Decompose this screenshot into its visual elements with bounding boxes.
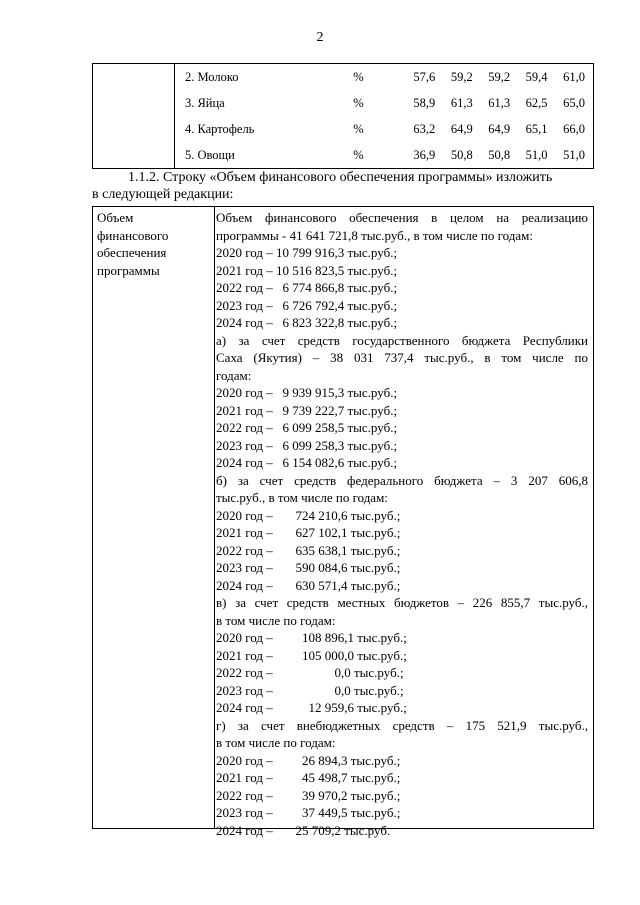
item-cell: 5. Овощи	[174, 142, 341, 169]
financing-line: 2023 год – 590 084,6 тыс.руб.;	[216, 560, 401, 575]
value-cell: 66,0	[548, 116, 594, 142]
financing-line: 2024 год – 630 571,4 тыс.руб.;	[216, 577, 401, 593]
unit-cell: %	[353, 95, 364, 110]
financing-line: 2020 год – 10 799 916,3 тыс.руб.;	[216, 245, 398, 260]
financing-line: 2022 год – 0,0 тыс.руб.;	[216, 665, 404, 680]
financing-line: 2020 год – 108 896,1 тыс.руб.;	[216, 630, 407, 645]
financing-line: 2024 год – 12 959,6 тыс.руб.;	[216, 700, 407, 715]
value-cell: 59,4	[510, 64, 547, 91]
financing-line: 2022 год – 6 099 258,5 тыс.руб.;	[216, 420, 398, 435]
financing-line: годам:	[216, 367, 252, 383]
unit-cell: %	[341, 142, 398, 169]
value-cell: 59,2	[435, 64, 472, 91]
financing-line: 2021 год – 10 516 823,5 тыс.руб.;	[216, 262, 398, 278]
financing-label-cell	[93, 207, 215, 828]
financing-line: 2024 год – 6 154 082,6 тыс.руб.;	[216, 455, 398, 470]
label-line: Объем	[97, 210, 134, 225]
unit-cell: %	[353, 121, 364, 136]
empty-cell	[93, 64, 175, 91]
financing-line: Саха (Якутия) – 38 031 737,4 тыс.руб., в том числе по	[216, 350, 588, 365]
value-cell: 59,2	[473, 64, 510, 91]
amendment-paragraph	[92, 169, 594, 203]
financing-line: 2020 год – 724 210,6 тыс.руб.;	[216, 507, 401, 523]
financing-line: Объем финансового обеспечения в целом на реализацию	[216, 210, 588, 225]
financing-line: 2023 год – 6 099 258,3 тыс.руб.;	[216, 437, 398, 453]
financing-line: 2020 год – 9 939 915,3 тыс.руб.;	[216, 385, 398, 400]
value-cell: 51,0	[548, 142, 594, 169]
financing-line: 2024 год – 25 709,2 тыс.руб.	[216, 822, 391, 838]
empty-cell	[93, 90, 175, 116]
page-number: 2	[316, 30, 324, 45]
label-line: программы	[97, 262, 160, 278]
item-cell: 3. Яйца	[184, 95, 225, 110]
value-cell: 51,0	[510, 142, 547, 169]
financing-line: 2022 год – 635 638,1 тыс.руб.;	[216, 542, 401, 558]
financing-line: в том числе по годам:	[216, 612, 336, 628]
financing-line: 2022 год – 6 774 866,8 тыс.руб.;	[216, 280, 398, 295]
financing-line: 2021 год – 45 498,7 тыс.руб.;	[216, 770, 401, 785]
value-cell: 65,0	[548, 90, 594, 116]
financing-line: 2020 год – 26 894,3 тыс.руб.;	[216, 752, 401, 768]
label-line: обеспечения	[97, 245, 167, 260]
indicator-table	[92, 63, 594, 169]
value-cell: 57,6	[398, 64, 435, 91]
value-cell: 50,8	[435, 142, 472, 169]
financing-line: 2024 год – 6 823 322,8 тыс.руб.;	[216, 315, 398, 330]
value-cell: 62,5	[525, 95, 548, 110]
financing-line: 2023 год – 0,0 тыс.руб.;	[216, 682, 404, 698]
financing-line: 2023 год – 37 449,5 тыс.руб.;	[216, 805, 401, 820]
financing-line: 2021 год – 627 102,1 тыс.руб.;	[216, 525, 401, 540]
financing-line: 2021 год – 9 739 222,7 тыс.руб.;	[216, 402, 398, 418]
financing-line: 2022 год – 39 970,2 тыс.руб.;	[216, 787, 401, 803]
value-cell: 64,9	[488, 121, 511, 136]
financing-line: 2023 год – 6 726 792,4 тыс.руб.;	[216, 297, 398, 313]
value-cell: 64,9	[450, 121, 473, 136]
table-row	[93, 90, 594, 116]
financing-line: в том числе по годам:	[216, 735, 336, 750]
value-cell: 50,8	[473, 142, 510, 169]
empty-cell	[93, 142, 175, 169]
unit-cell: %	[341, 64, 398, 91]
financing-line: тыс.руб., в том числе по годам:	[216, 490, 388, 505]
paragraph-line-1: 1.1.2. Строку «Объем финансового обеспечения программы» изложить	[128, 170, 553, 185]
financing-line: в) за счет средств местных бюджетов – 226 855,7 тыс.руб.,	[216, 595, 588, 610]
paragraph-line-2: в следующей редакции:	[92, 187, 234, 202]
financing-line: 2021 год – 105 000,0 тыс.руб.;	[216, 647, 407, 663]
financing-line: б) за счет средств федерального бюджета – 3 207 606,8	[216, 472, 588, 488]
financing-line: а) за счет средств государственного бюджета Республики	[216, 332, 588, 348]
financing-value-cell	[216, 209, 588, 839]
value-cell: 36,9	[398, 142, 435, 169]
value-cell: 63,2	[413, 121, 436, 136]
item-cell: 4. Картофель	[184, 121, 255, 136]
empty-cell	[93, 116, 175, 142]
item-cell: 2. Молоко	[174, 64, 341, 91]
label-line: финансового	[97, 227, 169, 243]
financing-line: программы - 41 641 721,8 тыс.руб., в том числе по годам:	[216, 227, 533, 243]
table-row	[93, 116, 594, 142]
value-cell: 65,1	[525, 121, 548, 136]
value-cell: 61,0	[548, 64, 594, 91]
value-cell: 61,3	[488, 95, 511, 110]
financing-line: г) за счет внебюджетных средств – 175 521,9 тыс.руб.,	[216, 717, 588, 733]
value-cell: 61,3	[450, 95, 473, 110]
financing-table	[92, 206, 594, 838]
table-row	[93, 64, 594, 91]
table-row	[93, 142, 594, 169]
value-cell: 58,9	[413, 95, 436, 110]
